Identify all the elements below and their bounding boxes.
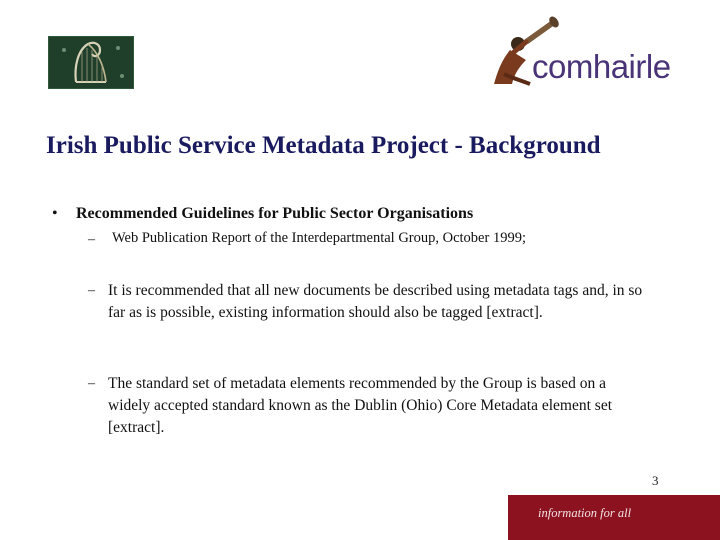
bullet-marker: •: [52, 205, 58, 222]
sub-item-recommendation: It is recommended that all new documents be described using metadata tags and, in so far as is possible, existing information should also be tagged [extract].: [108, 282, 643, 321]
comhairle-wordmark: comhairle: [532, 48, 671, 85]
sub-item-marker: –: [88, 376, 95, 391]
sub-item-standard: The standard set of metadata elements recommended by the Group is based on a widely accepted standard known as the Dublin (Ohio) Core Metadata element set [extract].: [108, 375, 613, 436]
bullet-heading: Recommended Guidelines for Public Sector Organisations: [76, 205, 474, 222]
sub-item-marker: –: [88, 232, 95, 247]
harp-logo: [48, 36, 134, 89]
sub-item-report: Web Publication Report of the Interdepartmental Group, October 1999;: [112, 230, 526, 246]
harp-icon: [48, 36, 134, 89]
slide-title: Irish Public Service Metadata Project - Background: [46, 132, 601, 159]
footer-tagline: information for all: [538, 506, 632, 520]
page-number: 3: [652, 473, 659, 488]
sub-item-marker: –: [88, 283, 95, 298]
